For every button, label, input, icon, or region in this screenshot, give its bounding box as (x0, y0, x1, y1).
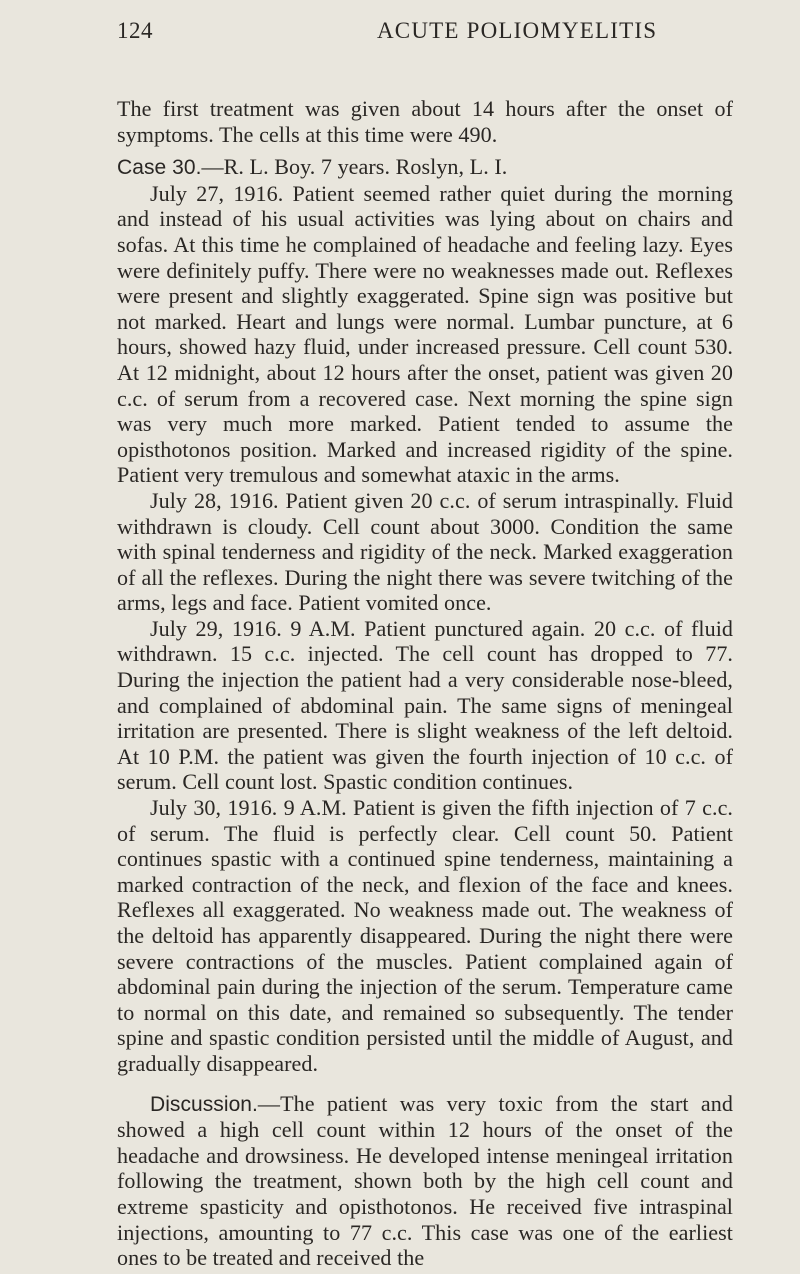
discussion-label: Discussion. (150, 1092, 258, 1116)
case-heading (117, 154, 733, 181)
body-text (117, 96, 733, 1271)
entry-july-28: July 28, 1916. Patient given 20 c.c. of serum intraspinally. Fluid withdrawn is cloudy. Cell count about 3000. Condition the same with spinal tenderness and rigidity of the neck. Marked exaggeration of all the reflexes. During the night there was severe twitching of the arms, legs and face. Patient vomited once. (117, 487, 733, 616)
discussion-paragraph (117, 1091, 733, 1271)
entry-july-30: July 30, 1916. 9 A.M. Patient is given the fifth injection of 7 c.c. of serum. The fluid is perfectly clear. Cell count 50. Patient continues spastic with a continued spine tenderness, maintaining a marked contraction of the neck, and flexion of the face and knees. Reflexes all exaggerated. No weakness made out. The weakness of the deltoid has apparently disappeared. During the night there were severe contractions of the muscles. Patient complained again of abdominal pain during the injection of the serum. Temperature came to normal on this date, and remained so subsequently. The tender spine and spastic condition persisted until the middle of August, and gradually disappeared. (117, 795, 733, 1076)
running-title: ACUTE POLIOMYELITIS (377, 18, 658, 43)
page-number: 124 (117, 18, 153, 43)
intro-paragraph: The first treatment was given about 14 hours after the onset of symptoms. The cells at this time were 490. (117, 96, 733, 147)
entry-july-27: July 27, 1916. Patient seemed rather quiet during the morning and instead of his usual activities was lying about on chairs and sofas. At this time he complained of headache and feeling lazy. Eyes were definitely puffy. There were no weaknesses made out. Reflexes were present and slightly exaggerated. Spine sign was positive but not marked. Heart and lungs were normal. Lumbar puncture, at 6 hours, showed hazy fluid, under increased pressure. Cell count 530. At 12 midnight, about 12 hours after the onset, patient was given 20 c.c. of serum from a recovered case. Next morning the spine sign was very much more marked. Patient tended to assume the opisthotonos position. Marked and increased rigidity of the spine. Patient very tremulous and somewhat ataxic in the arms. (117, 180, 733, 488)
entry-july-29: July 29, 1916. 9 A.M. Patient punctured again. 20 c.c. of fluid withdrawn. 15 c.c. injected. The cell count has dropped to 77. During the injection the patient had a very considerable nose-bleed, and complained of abdominal pain. The same signs of meningeal irritation are presented. There is slight weakness of the left deltoid. At 10 P.M. the patient was given the fourth injection of 10 c.c. of serum. Cell count lost. Spastic condition continues. (117, 615, 733, 795)
discussion-text: —The patient was very toxic from the start and showed a high cell count within 12 hours of the onset of the headache and drowsiness. He developed intense meningeal irritation following the treatment, shown both by the high cell count and extreme spasticity and opisthotonos. He received five intraspinal injections, amounting to 77 c.c. This case was one of the earliest ones to be treated and received the (117, 1090, 733, 1271)
case-heading-text: —R. L. Boy. 7 years. Roslyn, L. I. (201, 154, 508, 180)
case-label: Case 30. (117, 156, 202, 180)
running-head (117, 18, 733, 58)
